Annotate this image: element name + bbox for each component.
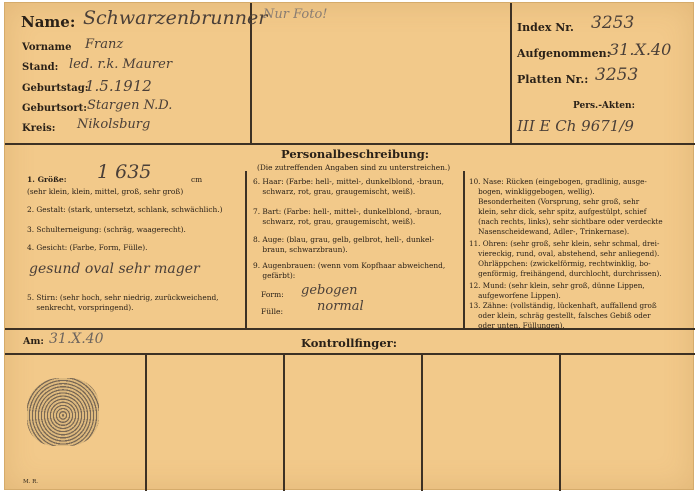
stand-value: led. r.k. Maurer [69, 57, 173, 72]
am-label: Am: [23, 336, 44, 347]
platten-label: Platten Nr.: [517, 73, 589, 86]
vorname-label: Vorname [22, 42, 72, 53]
form-value: gebogen [301, 283, 358, 298]
fuelle-value: normal [317, 299, 364, 314]
groesse-label: 1. Größe: [27, 175, 67, 184]
schulter-text: 3. Schulterneigung: (schräg, waagerecht). [27, 225, 186, 234]
pers-akten-label: Pers.-Akten: [573, 101, 635, 111]
gestalt-text: 2. Gestalt: (stark, untersetzt, schlank, schwächlich.) [27, 205, 223, 214]
name-value: Schwarzenbrunner [83, 7, 268, 29]
divider-horizontal-top [5, 143, 695, 145]
am-value: 31.X.40 [49, 331, 104, 347]
index-label: Index Nr. [517, 21, 574, 34]
kreis-value: Nikolsburg [77, 117, 151, 132]
augen-text: 8. Auge: (blau, grau, gelb, gelbrot, hell-, dunkel- braun, schwarzbraun). [253, 235, 435, 255]
personal-subheading: (Die zutreffenden Angaben sind zu unterstreichen.) [257, 163, 451, 172]
groesse-unit: cm [191, 175, 203, 184]
finger-col-3 [421, 353, 423, 491]
mund-text: 12. Mund: (sehr klein, sehr groß, dünne Lippen, aufgeworfene Lippen). [469, 281, 645, 300]
aufgenommen-value: 31.X.40 [609, 40, 672, 59]
geburtstag-label: Geburtstag: [22, 83, 89, 94]
stand-label: Stand: [22, 62, 59, 73]
finger-col-4 [559, 353, 561, 491]
bart-text: 7. Bart: (Farbe: hell-, mittel-, dunkelblond, -braun, schwarz, rot, grau, graugemischt, weiß). [253, 207, 442, 227]
divider-fingers-top [5, 353, 695, 355]
geburtsort-value: Stargen N.D. [87, 98, 173, 113]
geburtsort-label: Geburtsort: [22, 103, 87, 114]
name-label: Name: [21, 13, 76, 31]
form-label: Form: [261, 290, 284, 299]
groesse-options: (sehr klein, klein, mittel, groß, sehr groß) [27, 187, 184, 196]
fuelle-label: Fülle: [261, 307, 284, 316]
ohren-text: 11. Ohren: (sehr groß, sehr klein, sehr schmal, drei- viereckig, rund, oval, abstehend, sehr anliegend). Ohrläppchen: (zwickelförmig, rechtwinklig, bo- genförmig, freihängend, durchlocht, durchrissen). [469, 239, 662, 278]
nase-text: 10. Nase: Rücken (eingebogen, gradlinig, ausge- bogen, winkliggebogen, wellig). Besonderheiten (Vorsprung, sehr groß, sehr klein, sehr dick, sehr spitz, aufgestülpt, schief (nach rechts, links), sehr sichtbare oder verdeckte Nasenscheidewand, Adler-, Trinkernase). [469, 177, 663, 236]
haar-text: 6. Haar: (Farbe: hell-, mittel-, dunkelblond, -braun, schwarz, rot, grau, graugemischt, weiß). [253, 177, 444, 197]
geburtstag-value: 1.5.1912 [85, 77, 152, 95]
index-card [4, 2, 694, 490]
finger-col-1 [145, 353, 147, 491]
augenbrauen-text: 9. Augenbrauen: (wenn vom Kopfhaar abweichend, gefärbt): [253, 261, 446, 281]
personal-heading: Personalbeschreibung: [281, 147, 430, 161]
divider-personal-col1 [245, 171, 247, 328]
divider-personal-col2 [463, 171, 465, 328]
index-value: 3253 [591, 13, 635, 33]
footer-mark: M. R. [23, 479, 39, 485]
divider-top-right [510, 3, 512, 143]
kontroll-heading: Kontrollfinger: [301, 336, 397, 350]
gesicht-value: gesund oval sehr mager [29, 261, 200, 277]
groesse-value: 1 635 [97, 161, 152, 183]
annotation-top: Nur Foto! [263, 7, 328, 22]
fingerprint-image [27, 378, 99, 446]
gesicht-text: 4. Gesicht: (Farbe, Form, Fülle). [27, 243, 148, 252]
zaehne-text: 13. Zähne: (vollständig, lückenhaft, auffallend groß oder klein, schräg gestellt, falsches Gebiß oder oder unten, Füllungen). [469, 301, 657, 330]
aufgenommen-label: Aufgenommen: [517, 47, 611, 60]
pers-akten-value: III E Ch 9671/9 [517, 117, 634, 135]
platten-value: 3253 [595, 65, 639, 85]
kreis-label: Kreis: [22, 123, 56, 134]
stirn-text: 5. Stirn: (sehr hoch, sehr niedrig, zurückweichend, senkrecht, vorspringend). [27, 293, 219, 313]
finger-col-2 [283, 353, 285, 491]
vorname-value: Franz [85, 37, 124, 52]
